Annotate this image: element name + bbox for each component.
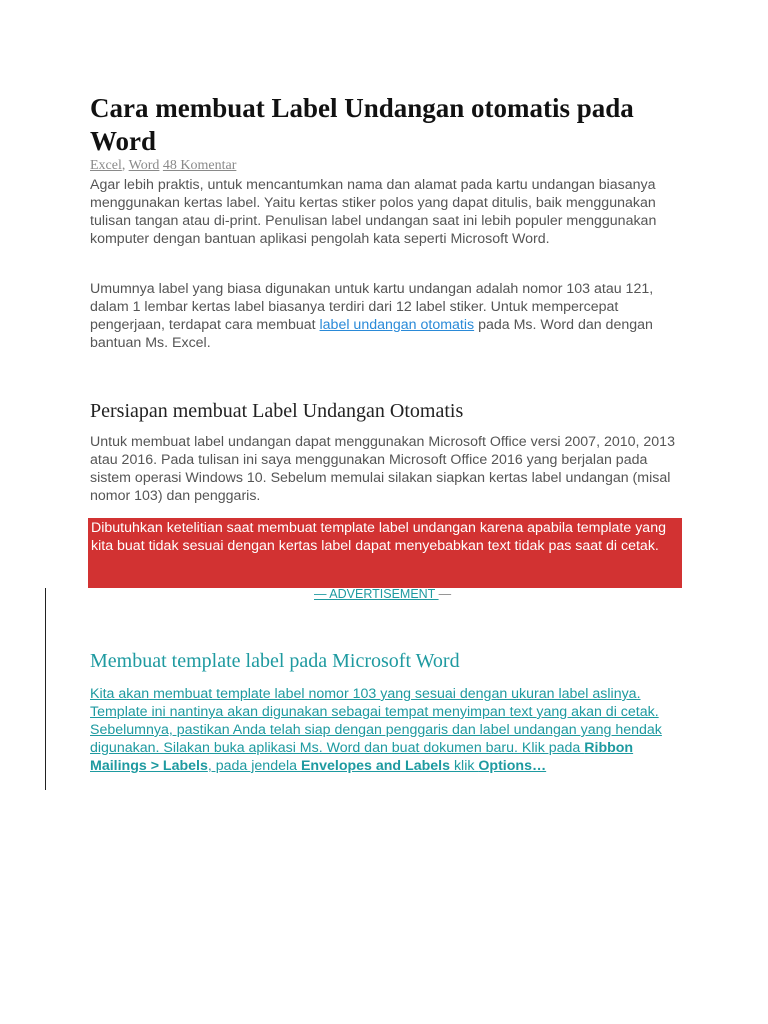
section-2-text-c: klik	[450, 758, 479, 774]
options-text: Options…	[478, 758, 547, 774]
margin-line	[45, 588, 46, 790]
section-2-text-b: , pada jendela	[207, 758, 301, 774]
paragraph-2-text-b: pada Ms. Word dan dengan bantuan Ms. Excel.	[90, 317, 653, 351]
advertisement-link[interactable]: — ADVERTISEMENT	[314, 587, 439, 601]
label-undangan-link[interactable]: label undangan otomatis	[319, 317, 475, 333]
envelopes-and-labels: Envelopes and Labels	[300, 758, 450, 774]
category-link-excel[interactable]: Excel	[90, 158, 122, 173]
paragraph-2-text-a: Umumnya label yang biasa digunakan untuk kartu undangan adalah nomor 103 atau 121, dalam 1 lembar kertas label biasanya terdiri dari 12 label stiker. Untuk mempercepat pengerjaan, terdapat cara membuat	[90, 281, 654, 333]
intro-paragraph: Agar lebih praktis, untuk mencantumkan nama dan alamat pada kartu undangan biasanya menggunakan kertas label. Yaitu kertas stiker polos yang dapat ditulis, baik menggunakan tulisan tangan atau di-print. Penulisan label undangan saat ini lebih populer menggunakan komputer dengan bantuan aplikasi pengolah kata seperti Microsoft Word.	[90, 177, 657, 247]
post-meta	[90, 158, 236, 174]
section-heading-template: Membuat template label pada Microsoft Word	[90, 650, 460, 672]
meta-separator: ,	[121, 158, 126, 173]
page-title: Cara membuat Label Undangan otomatis pada Word	[90, 93, 634, 156]
section-2-paragraph[interactable]	[90, 685, 680, 775]
ribbon-mailings-labels: Ribbon Mailings > Labels	[90, 740, 634, 774]
alert-box: Dibutuhkan ketelitian saat membuat template label undangan karena apabila template yang kita buat tidak sesuai dengan kertas label dapat menyebabkan text tidak pas saat di cetak.	[88, 518, 682, 588]
section-heading-persiapan: Persiapan membuat Label Undangan Otomatis	[90, 400, 464, 422]
section-2-text-a: Kita akan membuat template label nomor 103 yang sesuai dengan ukuran label aslinya. Template ini nantinya akan digunakan sebagai tempat menyimpan text yang akan di cetak. Sebelumnya, pastikan Anda telah siap dengan penggaris dan label undangan yang hendak digunakan. Silakan buka aplikasi Ms. Word dan buat dokumen baru. Klik pada	[90, 686, 662, 756]
comments-link[interactable]: 48 Komentar	[162, 158, 237, 173]
advertisement-dash: —	[438, 587, 452, 601]
advertisement-label	[314, 587, 451, 601]
paragraph-2	[90, 280, 680, 352]
section-1-paragraph: Untuk membuat label undangan dapat menggunakan Microsoft Office versi 2007, 2010, 2013 atau 2016. Pada tulisan ini saya menggunakan Microsoft Office 2016 yang berjalan pada sistem operasi Windows 10. Sebelum memulai silakan siapkan kertas label undangan (misal nomor 103) dan penggaris.	[90, 434, 675, 504]
category-link-word[interactable]: Word	[128, 158, 160, 173]
